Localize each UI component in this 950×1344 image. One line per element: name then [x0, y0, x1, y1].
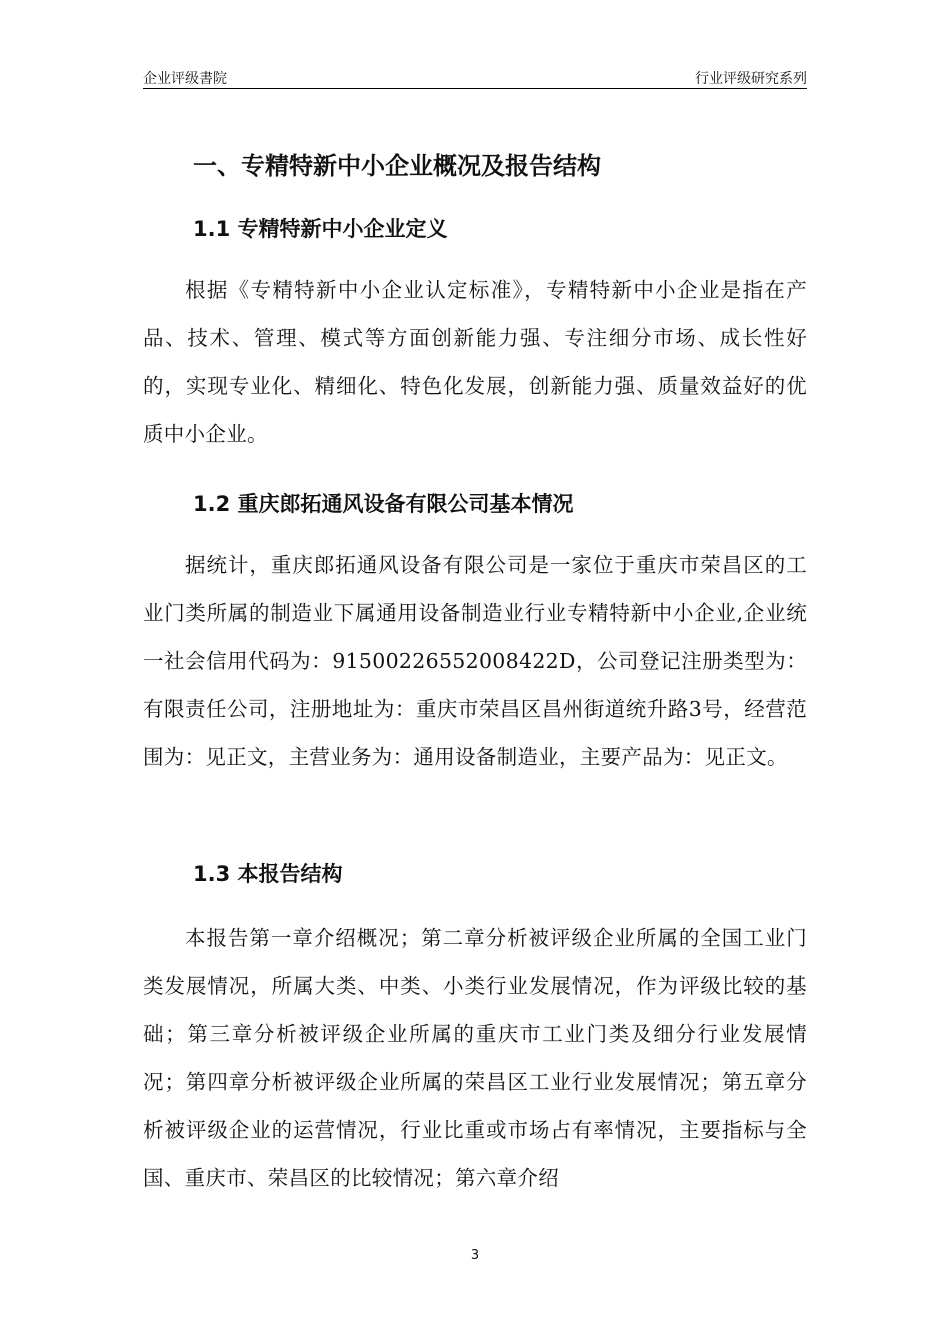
heading-1-3: 1.3 本报告结构 [193, 862, 343, 886]
paragraph-1-3: 本报告第一章介绍概况；第二章分析被评级企业所属的全国工业门类发展情况，所属大类、中类、小类行业发展情况，作为评级比较的基础；第三章分析被评级企业所属的重庆市工业门类及细分行业发展情况；第四章分析被评级企业所属的荣昌区工业行业发展情况；第五章分析被评级企业的运营情况，行业比重或市场占有率情况，主要指标与全国、重庆市、荣昌区的比较情况；第六章介绍 [143, 926, 807, 1190]
page-header [143, 66, 807, 89]
paragraph-1-1: 根据《专精特新中小企业认定标准》，专精特新中小企业是指在产品、技术、管理、模式等方面创新能力强、专注细分市场、成长性好的，实现专业化、精细化、特色化发展，创新能力强、质量效益好的优质中小企业。 [143, 278, 807, 446]
section-title: 一、专精特新中小企业概况及报告结构 [193, 152, 601, 180]
page-number: 3 [470, 1248, 480, 1263]
heading-1-1: 1.1 专精特新中小企业定义 [193, 217, 448, 241]
heading-1-2: 1.2 重庆郎拓通风设备有限公司基本情况 [193, 492, 574, 516]
header-left-text: 企业评级書院 [143, 71, 227, 87]
paragraph-1-2: 据统计，重庆郎拓通风设备有限公司是一家位于重庆市荣昌区的工业门类所属的制造业下属通用设备制造业行业专精特新中小企业,企业统一社会信用代码为：91500226552008422D，公司登记注册类型为：有限责任公司，注册地址为：重庆市荣昌区昌州街道统升路3号，经营范围为：见正文，主营业务为：通用设备制造业，主要产品为：见正文。 [143, 553, 807, 769]
header-right-text: 行业评级研究系列 [695, 71, 807, 87]
